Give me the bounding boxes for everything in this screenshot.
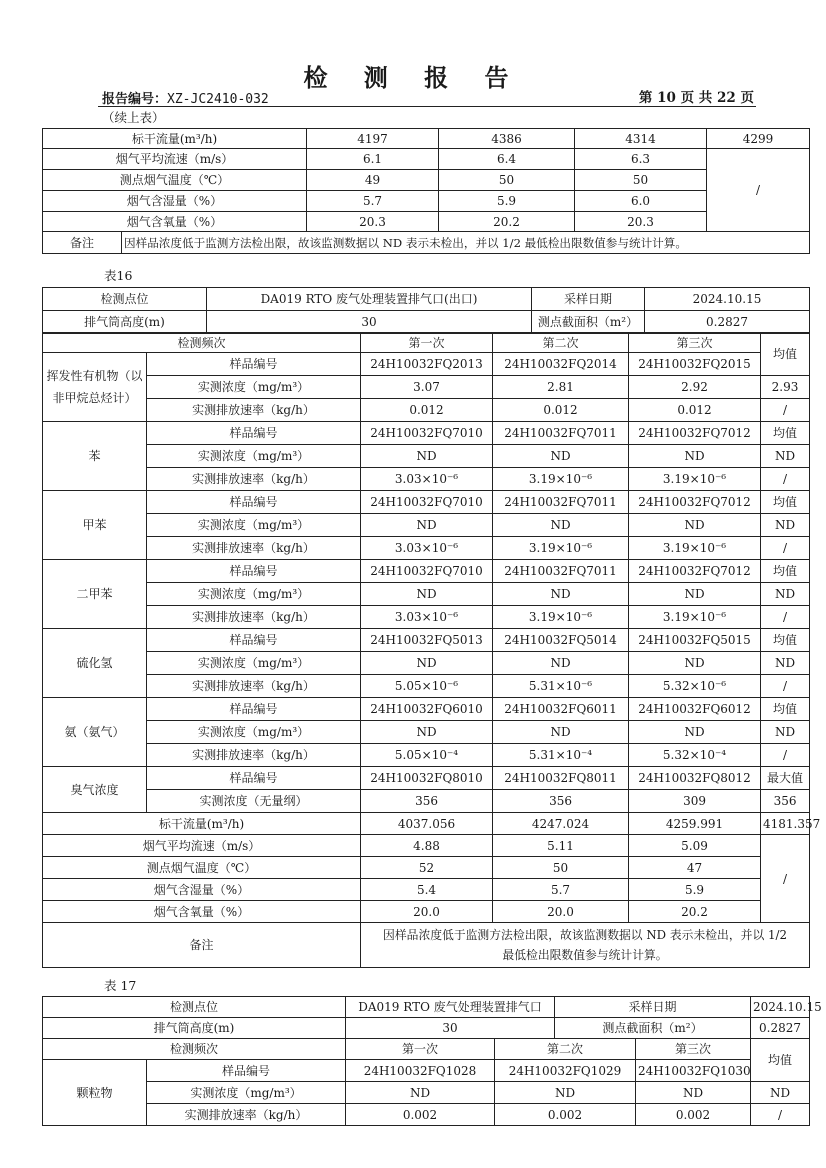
average-cell: /: [761, 468, 810, 491]
value-cell: 24H10032FQ5013: [361, 629, 493, 652]
table17: [42, 996, 822, 1126]
value-cell: 24H10032FQ7011: [493, 422, 629, 445]
value-cell: 20.3: [575, 212, 707, 232]
value-cell: 24H10032FQ6010: [361, 698, 493, 721]
row-label: 实测排放速率（kg/h）: [147, 606, 361, 629]
value-cell: ND: [629, 583, 761, 606]
value-cell: 50: [575, 170, 707, 191]
value-cell: ND: [493, 514, 629, 537]
pollutant-name: 挥发性有机物（以非甲烷总烃计）: [43, 353, 147, 422]
row-label: 实测浓度（mg/m³）: [147, 445, 361, 468]
table-row: [43, 288, 810, 311]
row-label: 实测排放速率（kg/h）: [147, 537, 361, 560]
pollutant-name: 氨（氨气）: [43, 698, 147, 767]
value-cell: 50: [493, 857, 629, 879]
value-cell: ND: [629, 721, 761, 744]
value-cell: ND: [495, 1082, 636, 1104]
table-row: [43, 514, 810, 537]
area-value: 0.2827: [645, 311, 810, 334]
value-cell: 3.19×10⁻⁶: [629, 606, 761, 629]
value-cell: 5.9: [439, 191, 575, 212]
time-header: 第三次: [629, 333, 761, 353]
remark-label: 备注: [43, 923, 361, 968]
value-cell: 24H10032FQ1029: [495, 1060, 636, 1082]
table-row: [43, 537, 810, 560]
area-label: 测点截面积（m²）: [532, 311, 645, 334]
table-row: [43, 767, 810, 790]
value-cell: ND: [629, 652, 761, 675]
pollutant-name: 硫化氢: [43, 629, 147, 698]
table-row: [43, 835, 810, 857]
value-cell: 6.0: [575, 191, 707, 212]
area-label: 测点截面积（m²）: [555, 1018, 751, 1039]
value-cell: 0.012: [361, 399, 493, 422]
table-row: [43, 353, 810, 376]
value-cell: 5.32×10⁻⁴: [629, 744, 761, 767]
table-row: [43, 790, 810, 813]
value-cell: 24H10032FQ7012: [629, 560, 761, 583]
average-cell: ND: [761, 583, 810, 606]
row-label: 实测排放速率（kg/h）: [147, 399, 361, 422]
param-label: 烟气平均流速（m/s）: [43, 149, 307, 170]
value-cell: ND: [361, 445, 493, 468]
table-row: [43, 170, 810, 191]
table16-caption: 表16: [104, 268, 133, 283]
value-cell: 3.19×10⁻⁶: [629, 468, 761, 491]
time-header: 第三次: [636, 1039, 751, 1060]
table-row: [43, 857, 810, 879]
value-cell: 4247.024: [493, 813, 629, 835]
time-header: 第二次: [493, 333, 629, 353]
value-cell: ND: [493, 445, 629, 468]
value-cell: 20.0: [361, 901, 493, 923]
continued-table: [42, 128, 810, 254]
average-cell: /: [761, 399, 810, 422]
value-cell: 3.19×10⁻⁶: [493, 537, 629, 560]
date-label: 采样日期: [532, 288, 645, 311]
row-label: 样品编号: [147, 629, 361, 652]
average-cell: 均值: [761, 560, 810, 583]
value-cell: 4037.056: [361, 813, 493, 835]
table-row: [43, 445, 810, 468]
value-cell: 24H10032FQ7011: [493, 491, 629, 514]
value-cell: 0.002: [346, 1104, 495, 1126]
value-cell: 5.7: [493, 879, 629, 901]
table-row: [43, 901, 810, 923]
average-cell: ND: [751, 1082, 810, 1104]
param-label: 标干流量(m³/h): [43, 129, 307, 149]
table-row: [43, 468, 810, 491]
table-row: [43, 744, 810, 767]
value-cell: 3.19×10⁻⁶: [629, 537, 761, 560]
table-row: [43, 606, 810, 629]
table-row: [43, 333, 810, 353]
point-label: 检测点位: [43, 288, 207, 311]
average-cell: 最大值: [761, 767, 810, 790]
value-cell: 5.11: [493, 835, 629, 857]
value-cell: 24H10032FQ7010: [361, 491, 493, 514]
value-cell: 20.2: [439, 212, 575, 232]
average-cell: 356: [761, 790, 810, 813]
height-value: 30: [207, 311, 532, 334]
average-cell: 均值: [761, 422, 810, 445]
value-cell: 3.03×10⁻⁶: [361, 468, 493, 491]
average-cell: /: [761, 606, 810, 629]
param-label: 烟气含氧量（%）: [43, 212, 307, 232]
value-cell: ND: [346, 1082, 495, 1104]
value-cell: ND: [493, 583, 629, 606]
value-cell: ND: [361, 721, 493, 744]
avg-header: 均值: [751, 1039, 810, 1082]
value-cell: 24H10032FQ7010: [361, 422, 493, 445]
average-cell: 4181.357: [761, 813, 810, 835]
row-label: 样品编号: [147, 560, 361, 583]
param-label: 测点烟气温度（℃）: [43, 857, 361, 879]
table-row: [43, 376, 810, 399]
table-row: [43, 1082, 810, 1104]
value-cell: 47: [629, 857, 761, 879]
average-cell: ND: [761, 721, 810, 744]
value-cell: 3.19×10⁻⁶: [493, 468, 629, 491]
row-label: 实测浓度（mg/m³）: [147, 514, 361, 537]
height-label: 排气筒高度(m): [43, 311, 207, 334]
area-value: 0.2827: [751, 1018, 810, 1039]
value-cell: 2.92: [629, 376, 761, 399]
table-row: [43, 311, 810, 334]
pollutant-name: 苯: [43, 422, 147, 491]
value-cell: 5.05×10⁻⁶: [361, 675, 493, 698]
height-value: 30: [346, 1018, 555, 1039]
row-label: 实测浓度（mg/m³）: [147, 721, 361, 744]
value-cell: 24H10032FQ7011: [493, 560, 629, 583]
table-row: [43, 149, 810, 170]
row-label: 实测浓度（mg/m³）: [147, 583, 361, 606]
table-row: [43, 491, 810, 514]
average-cell: 均值: [761, 629, 810, 652]
freq-label: 检测频次: [43, 333, 361, 353]
report-number: [102, 88, 269, 107]
table-row: [43, 675, 810, 698]
value-cell: 5.9: [629, 879, 761, 901]
value-cell: 24H10032FQ8012: [629, 767, 761, 790]
row-label: 实测排放速率（kg/h）: [147, 675, 361, 698]
value-cell: ND: [629, 514, 761, 537]
average-cell: 均值: [761, 491, 810, 514]
param-label: 烟气平均流速（m/s）: [43, 835, 361, 857]
value-cell: 24H10032FQ6012: [629, 698, 761, 721]
table-row: [43, 652, 810, 675]
value-cell: 24H10032FQ8010: [361, 767, 493, 790]
value-cell: 3.19×10⁻⁶: [493, 606, 629, 629]
average-cell: 4299: [707, 129, 810, 149]
value-cell: 24H10032FQ2015: [629, 353, 761, 376]
row-label: 样品编号: [147, 353, 361, 376]
value-cell: 0.002: [495, 1104, 636, 1126]
point-label: 检测点位: [43, 997, 346, 1018]
value-cell: 0.002: [636, 1104, 751, 1126]
value-cell: 24H10032FQ8011: [493, 767, 629, 790]
value-cell: ND: [361, 514, 493, 537]
row-label: 样品编号: [147, 491, 361, 514]
param-label: 烟气含湿量（%）: [43, 191, 307, 212]
table16-body: [42, 332, 821, 968]
report-title: 检 测 报 告: [303, 63, 523, 92]
table-row: [43, 629, 810, 652]
date-value: 2024.10.15: [645, 288, 810, 311]
avg-header: 均值: [761, 333, 810, 376]
remark-text: [361, 923, 810, 968]
value-cell: 0.012: [493, 399, 629, 422]
row-label: 实测浓度（无量纲）: [147, 790, 361, 813]
table-row: [43, 997, 810, 1018]
row-label: 样品编号: [147, 698, 361, 721]
row-label: 实测浓度（mg/m³）: [147, 652, 361, 675]
value-cell: 5.31×10⁻⁴: [493, 744, 629, 767]
time-header: 第一次: [361, 333, 493, 353]
param-label: 测点烟气温度（℃）: [43, 170, 307, 191]
table-row: [43, 191, 810, 212]
row-label: 实测排放速率（kg/h）: [147, 744, 361, 767]
average-cell: ND: [761, 652, 810, 675]
value-cell: 20.2: [629, 901, 761, 923]
table-row: [43, 813, 810, 835]
height-label: 排气筒高度(m): [43, 1018, 346, 1039]
table-row: [43, 1039, 810, 1060]
value-cell: 5.7: [307, 191, 439, 212]
value-cell: 24H10032FQ2013: [361, 353, 493, 376]
value-cell: ND: [361, 583, 493, 606]
average-cell: /: [761, 744, 810, 767]
value-cell: 6.1: [307, 149, 439, 170]
average-slash: /: [761, 835, 810, 923]
table16-header: [42, 287, 810, 334]
table-row: [43, 923, 810, 968]
page-indicator: 第 10 页 共 22 页: [638, 90, 754, 106]
value-cell: 24H10032FQ1030: [636, 1060, 751, 1082]
value-cell: 0.012: [629, 399, 761, 422]
pollutant-name: 臭气浓度: [43, 767, 147, 813]
row-label: 实测浓度（mg/m³）: [147, 376, 361, 399]
value-cell: 356: [361, 790, 493, 813]
report-number-value: XZ-JC2410-032: [167, 92, 269, 107]
value-cell: 5.4: [361, 879, 493, 901]
header-divider: [98, 106, 756, 107]
point-value: DA019 RTO 废气处理装置排气口(出口): [207, 288, 532, 311]
average-cell: 均值: [761, 698, 810, 721]
pollutant-name: 二甲苯: [43, 560, 147, 629]
value-cell: 24H10032FQ7012: [629, 491, 761, 514]
date-value: 2024.10.15: [751, 997, 810, 1018]
table-row: [43, 1104, 810, 1126]
time-header: 第二次: [495, 1039, 636, 1060]
value-cell: 24H10032FQ6011: [493, 698, 629, 721]
row-label: 样品编号: [147, 1060, 346, 1082]
value-cell: 4259.991: [629, 813, 761, 835]
average-cell: ND: [761, 514, 810, 537]
value-cell: 24H10032FQ5014: [493, 629, 629, 652]
value-cell: 4314: [575, 129, 707, 149]
param-label: 标干流量(m³/h): [43, 813, 361, 835]
value-cell: ND: [493, 652, 629, 675]
row-label: 实测排放速率（kg/h）: [147, 1104, 346, 1126]
value-cell: ND: [493, 721, 629, 744]
value-cell: ND: [636, 1082, 751, 1104]
point-value: DA019 RTO 废气处理装置排气口: [346, 997, 555, 1018]
table-row: [43, 721, 810, 744]
param-label: 烟气含湿量（%）: [43, 879, 361, 901]
freq-label: 检测频次: [43, 1039, 346, 1060]
continued-note: （续上表）: [102, 110, 165, 125]
value-cell: 4386: [439, 129, 575, 149]
value-cell: 24H10032FQ5015: [629, 629, 761, 652]
table-row: [43, 560, 810, 583]
value-cell: 5.31×10⁻⁶: [493, 675, 629, 698]
value-cell: ND: [361, 652, 493, 675]
value-cell: 20.0: [493, 901, 629, 923]
value-cell: 4.88: [361, 835, 493, 857]
table-row: [43, 129, 810, 149]
table-row: [43, 1018, 810, 1039]
value-cell: 5.09: [629, 835, 761, 857]
table-row: [43, 1060, 810, 1082]
table-row: [43, 212, 810, 232]
pollutant-name: 颗粒物: [43, 1060, 147, 1126]
value-cell: 52: [361, 857, 493, 879]
value-cell: 24H10032FQ7010: [361, 560, 493, 583]
table-row: [43, 232, 810, 254]
value-cell: 50: [439, 170, 575, 191]
table-row: [43, 698, 810, 721]
remark-label: 备注: [43, 232, 122, 254]
average-cell: 2.93: [761, 376, 810, 399]
value-cell: 309: [629, 790, 761, 813]
row-label: 样品编号: [147, 767, 361, 790]
value-cell: 24H10032FQ7012: [629, 422, 761, 445]
time-header: 第一次: [346, 1039, 495, 1060]
value-cell: 3.07: [361, 376, 493, 399]
table-row: [43, 879, 810, 901]
value-cell: 5.32×10⁻⁶: [629, 675, 761, 698]
value-cell: 20.3: [307, 212, 439, 232]
row-label: 实测排放速率（kg/h）: [147, 468, 361, 491]
value-cell: 6.3: [575, 149, 707, 170]
row-label: 实测浓度（mg/m³）: [147, 1082, 346, 1104]
average-cell: /: [761, 675, 810, 698]
value-cell: 49: [307, 170, 439, 191]
remark-line: 最低检出限数值参与统计计算。: [502, 948, 668, 962]
row-label: 样品编号: [147, 422, 361, 445]
value-cell: ND: [629, 445, 761, 468]
value-cell: 3.03×10⁻⁶: [361, 606, 493, 629]
average-cell: ND: [761, 445, 810, 468]
table-row: [43, 399, 810, 422]
average-cell: /: [761, 537, 810, 560]
value-cell: 6.4: [439, 149, 575, 170]
value-cell: 356: [493, 790, 629, 813]
pollutant-name: 甲苯: [43, 491, 147, 560]
value-cell: 2.81: [493, 376, 629, 399]
table-row: [43, 422, 810, 445]
remark-line: 因样品浓度低于监测方法检出限，故该监测数据以 ND 表示未检出，并以 1/2: [383, 928, 787, 942]
average-cell: /: [751, 1104, 810, 1126]
date-label: 采样日期: [555, 997, 751, 1018]
average-slash: /: [707, 149, 810, 232]
table17-caption: 表 17: [104, 978, 137, 993]
value-cell: 24H10032FQ2014: [493, 353, 629, 376]
value-cell: 24H10032FQ1028: [346, 1060, 495, 1082]
value-cell: 4197: [307, 129, 439, 149]
value-cell: 5.05×10⁻⁴: [361, 744, 493, 767]
report-number-label: 报告编号：: [102, 92, 168, 107]
param-label: 烟气含氧量（%）: [43, 901, 361, 923]
value-cell: 3.03×10⁻⁶: [361, 537, 493, 560]
table-row: [43, 583, 810, 606]
remark-text: 因样品浓度低于监测方法检出限，故该监测数据以 ND 表示未检出，并以 1/2 最低检出限数值参与统计计算。: [122, 232, 810, 254]
